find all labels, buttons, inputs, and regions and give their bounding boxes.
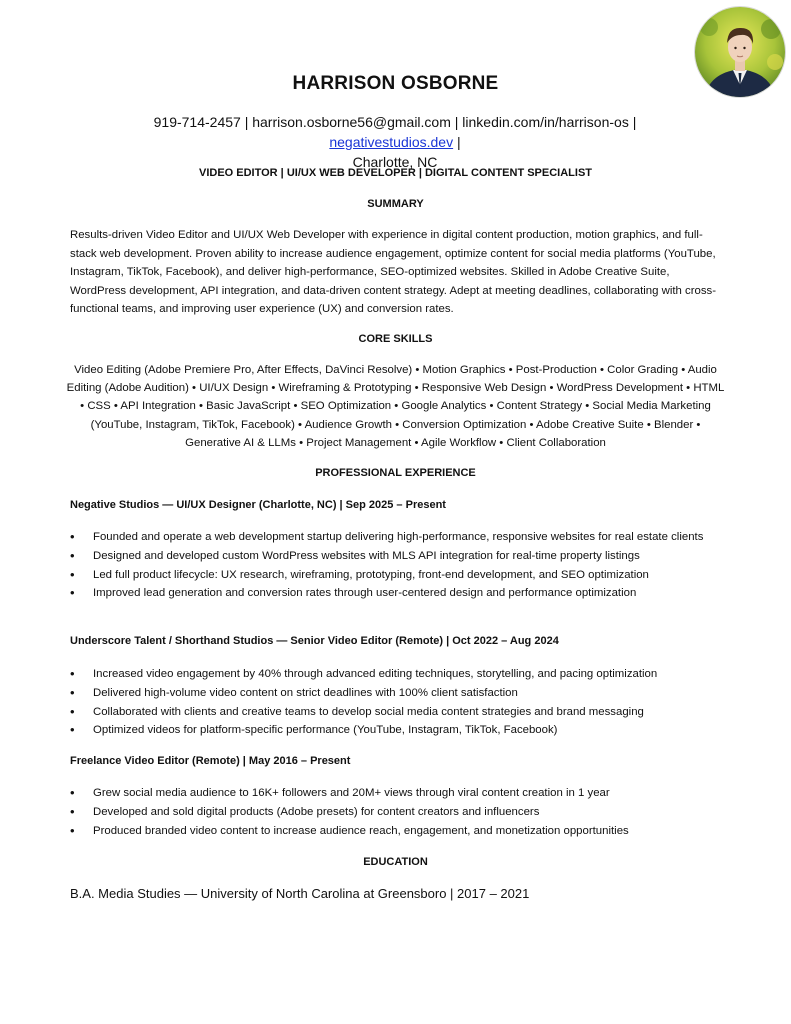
skills-text: Video Editing (Adobe Premiere Pro, After Effects, DaVinci Resolve) • Motion Graphics • Post-Production • Color Grading • Audio Editing (Adobe Audition) • UI/UX Design • Wireframing & Prototyping • Responsive Web Design • WordPress Development • HTML • CSS • API Integration • Basic JavaScript • SEO Optimization • Google Analytics • Content Strategy • Social Media Marketing (YouTube, Instagram, TikTok, Facebook) • Audience Growth • Conversion Optimization • Adobe Creative Suite • Blender • Generative AI & LLMs • Project Management • Agile Workflow • Client Collaboration bbox=[66, 364, 725, 449]
bullet-item: • Collaborated with clients and creative teams to develop social media content strategies and brand messaging bbox=[70, 703, 725, 722]
bullet-item: • Grew social media audience to 16K+ followers and 20M+ views through viral content creation in 1 year bbox=[70, 784, 725, 803]
candidate-name: HARRISON OSBORNE bbox=[292, 73, 499, 94]
experience-heading: PROFESSIONAL EXPERIENCE bbox=[315, 467, 476, 479]
website-link[interactable]: negativestudios.dev bbox=[329, 134, 454, 150]
location: Charlotte, NC bbox=[352, 154, 438, 170]
bullet-item: • Produced branded video content to increase audience reach, engagement, and monetization opportunities bbox=[70, 822, 725, 841]
bullet-item: • Improved lead generation and conversion rates through user-centered design and performance optimization bbox=[70, 584, 725, 603]
bullet-item: • Founded and operate a web development startup delivering high-performance, responsive websites for real estate clients bbox=[70, 528, 725, 547]
linkedin-url: linkedin.com/in/harrison-os bbox=[462, 114, 629, 130]
contact-separator: | bbox=[453, 134, 461, 150]
job-title-negative-studios: Negative Studios — UI/UX Designer (Charlotte, NC) | Sep 2025 – Present bbox=[70, 499, 446, 511]
bullet-item: • Designed and developed custom WordPress websites with MLS API integration for real-time property listings bbox=[70, 547, 725, 566]
bullet-item: • Increased video engagement by 40% through advanced editing techniques, storytelling, and pacing optimization bbox=[70, 665, 725, 684]
job-title-underscore-talent: Underscore Talent / Shorthand Studios — Senior Video Editor (Remote) | Oct 2022 – Aug 2024 bbox=[70, 635, 559, 647]
job-bullets-underscore-talent bbox=[70, 665, 725, 740]
bullet-item: • Optimized videos for platform-specific performance (YouTube, Instagram, TikTok, Facebook) bbox=[70, 721, 725, 740]
job-bullets-negative-studios bbox=[70, 528, 725, 603]
contact-info bbox=[90, 112, 700, 172]
bullet-item: • Led full product lifecycle: UX research, wireframing, prototyping, front-end development, and SEO optimization bbox=[70, 566, 725, 585]
email-address: harrison.osborne56@gmail.com bbox=[252, 114, 451, 130]
contact-separator: | bbox=[628, 114, 637, 130]
contact-separator: | bbox=[450, 114, 463, 130]
education-heading: EDUCATION bbox=[363, 856, 428, 868]
job-bullets-freelance bbox=[70, 784, 725, 840]
summary-heading: SUMMARY bbox=[367, 198, 424, 210]
phone-number: 919-714-2457 bbox=[153, 114, 241, 130]
summary-text: Results-driven Video Editor and UI/UX Web Developer with experience in digital content production, motion graphics, and full-stack web development. Proven ability to increase audience engagement, optimize content for social media platforms (YouTube, Instagram, TikTok, Facebook), and deliver high-performance, SEO-optimized websites. Skilled in Adobe Creative Suite, WordPress development, API integration, and data-driven content strategy. Adept at meeting deadlines, collaborating with cross-functional teams, and improving user experience (UX) and conversion rates. bbox=[70, 229, 717, 316]
skills-heading: CORE SKILLS bbox=[358, 333, 433, 345]
bullet-item: • Delivered high-volume video content on strict deadlines with 100% client satisfaction bbox=[70, 684, 725, 703]
title-line: VIDEO EDITOR | UI/UX WEB DEVELOPER | DIGITAL CONTENT SPECIALIST bbox=[198, 167, 593, 179]
education-entry: B.A. Media Studies — University of North Carolina at Greensboro | 2017 – 2021 bbox=[70, 886, 530, 901]
job-title-freelance: Freelance Video Editor (Remote) | May 2016 – Present bbox=[70, 755, 351, 767]
bullet-item: • Developed and sold digital products (Adobe presets) for content creators and influencers bbox=[70, 803, 725, 822]
contact-separator: | bbox=[240, 114, 253, 130]
